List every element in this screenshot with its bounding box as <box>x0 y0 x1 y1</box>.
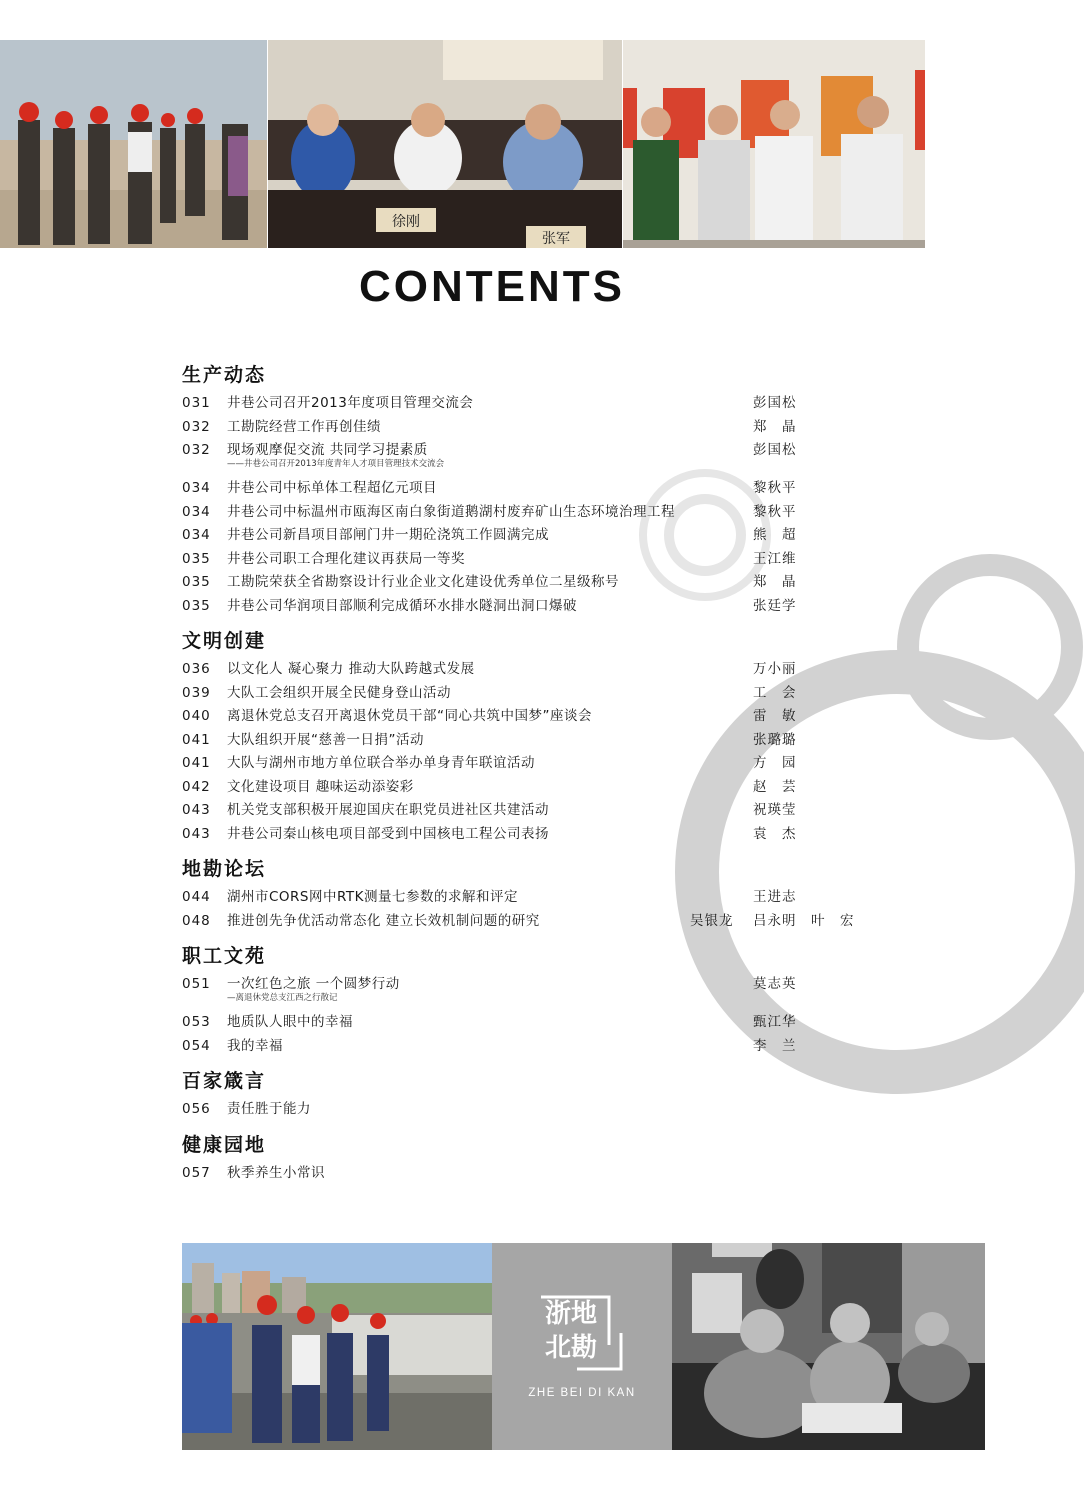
article-title: 井巷公司召开2013年度项目管理交流会 <box>227 395 474 411</box>
page-number: 039 <box>182 684 211 701</box>
article-author: 张廷学 <box>753 597 797 614</box>
article-author: 王江维 <box>753 550 797 567</box>
toc-entry[interactable] <box>182 799 902 823</box>
article-title: 井巷公司华润项目部顺利完成循环水排水隧洞出洞口爆破 <box>227 597 577 614</box>
zhebei-dikan-logo <box>537 1293 623 1373</box>
logo-panel <box>492 1243 672 1450</box>
section-title: 百家箴言 <box>182 1070 267 1092</box>
logo-line2: 北勘 <box>545 1333 598 1363</box>
article-author: 彭国松 <box>753 442 797 458</box>
article-title: 秋季养生小常识 <box>227 1164 325 1181</box>
toc-section <box>182 624 902 846</box>
toc-section <box>182 852 902 933</box>
page-number: 057 <box>182 1164 211 1181</box>
article-author: 黎秋平 <box>753 480 797 496</box>
toc-entry[interactable] <box>182 501 902 525</box>
page-number: 044 <box>182 889 211 905</box>
toc-entry[interactable] <box>182 477 902 501</box>
toc-section <box>182 358 902 618</box>
toc-entry[interactable] <box>182 595 902 619</box>
article-author: 莫志英 <box>753 976 797 992</box>
toc-entry[interactable] <box>182 705 902 729</box>
article-author: 熊 超 <box>753 527 797 543</box>
article-title: 井巷公司新昌项目部闸门井一期砼浇筑工作圆满完成 <box>227 527 549 543</box>
article-author: 吕永明 叶 宏 <box>753 912 855 929</box>
article-subtitle: ——井巷公司召开2013年度青年人才项目管理技术交流会 <box>227 459 445 469</box>
article-title: 井巷公司秦山核电项目部受到中国核电工程公司表扬 <box>227 825 549 842</box>
logo-line1: 浙地 <box>545 1299 598 1329</box>
site-visit-photo <box>0 40 267 248</box>
toc-entry[interactable] <box>182 416 902 440</box>
article-title: 文化建设项目 趣味运动添姿彩 <box>227 778 414 795</box>
meeting-photo <box>268 40 622 248</box>
contents-title: CONTENTS <box>359 262 625 311</box>
article-author: 甄江华 <box>753 1014 797 1030</box>
page-number: 032 <box>182 418 211 435</box>
section-title: 地勘论坛 <box>182 858 267 880</box>
page-number: 032 <box>182 442 211 458</box>
page-number: 034 <box>182 527 211 543</box>
page-number: 054 <box>182 1037 211 1054</box>
page-number: 042 <box>182 778 211 795</box>
toc-section <box>182 939 902 1058</box>
article-title: 井巷公司职工合理化建议再获局一等奖 <box>227 550 465 567</box>
article-author: 袁 杰 <box>753 825 797 842</box>
article-author: 工 会 <box>753 684 797 701</box>
page-number: 035 <box>182 597 211 614</box>
logo-subtitle: ZHE BEI DI KAN <box>528 1387 636 1399</box>
nameplate-text: 张军 <box>542 231 570 247</box>
article-author: 雷 敏 <box>753 708 797 724</box>
article-title: 机关党支部积极开展迎国庆在职党员进社区共建活动 <box>227 802 549 818</box>
page-number: 035 <box>182 574 211 590</box>
toc-entry[interactable] <box>182 524 902 548</box>
page-number: 034 <box>182 503 211 520</box>
article-author: 万小丽 <box>753 661 797 677</box>
page-number: 041 <box>182 755 211 771</box>
toc-entry[interactable] <box>182 1098 902 1122</box>
toc-entry[interactable] <box>182 548 902 572</box>
toc-entry[interactable] <box>182 682 902 706</box>
article-title: 地质队人眼中的幸福 <box>227 1014 353 1030</box>
page-number: 035 <box>182 550 211 567</box>
toc-entry[interactable] <box>182 658 902 682</box>
toc-entry[interactable] <box>182 886 902 910</box>
construction-site-photo <box>182 1243 492 1450</box>
page-number: 031 <box>182 395 211 411</box>
article-title: 工勘院经营工作再创佳绩 <box>227 418 381 435</box>
toc-entry[interactable] <box>182 571 902 595</box>
medium-ring-decoration <box>908 565 1072 729</box>
article-title: 湖州市CORS网中RTK测量七参数的求解和评定 <box>227 889 518 905</box>
conference-photo <box>672 1243 985 1450</box>
article-title: 大队工会组织开展全民健身登山活动 <box>227 684 451 701</box>
article-title: 大队与湖州市地方单位联合举办单身青年联谊活动 <box>227 755 535 771</box>
article-title: 责任胜于能力 <box>227 1101 311 1117</box>
page-number: 051 <box>182 976 211 992</box>
article-title: 井巷公司中标单体工程超亿元项目 <box>227 480 437 496</box>
article-author: 方 园 <box>753 755 797 771</box>
article-author: 张璐璐 <box>753 731 797 748</box>
toc-entry[interactable] <box>182 752 902 776</box>
article-author: 郑 晶 <box>753 574 797 590</box>
article-author: 黎秋平 <box>753 503 797 520</box>
toc-section <box>182 1064 902 1122</box>
page-number: 043 <box>182 802 211 818</box>
article-author: 彭国松 <box>753 395 797 411</box>
toc-entry[interactable] <box>182 823 902 847</box>
page-number: 036 <box>182 661 211 677</box>
article-author: 王进志 <box>753 889 797 905</box>
article-title: 以文化人 凝心聚力 推动大队跨越式发展 <box>227 661 475 677</box>
section-title: 职工文苑 <box>182 945 267 967</box>
toc-entry[interactable] <box>182 1011 902 1035</box>
toc-entry[interactable] <box>182 1035 902 1059</box>
toc-entry[interactable] <box>182 392 902 416</box>
toc-entry[interactable] <box>182 1162 902 1186</box>
section-title: 生产动态 <box>182 364 267 386</box>
page-number: 040 <box>182 708 211 724</box>
office-visit-photo <box>623 40 925 248</box>
toc-entry[interactable] <box>182 776 902 800</box>
toc-entry[interactable] <box>182 729 902 753</box>
article-title: 我的幸福 <box>227 1037 283 1054</box>
section-title: 健康园地 <box>182 1133 267 1156</box>
article-title: 大队组织开展“慈善一日捐”活动 <box>227 731 424 748</box>
page-number: 034 <box>182 480 211 496</box>
page-number: 043 <box>182 825 211 842</box>
toc-entry[interactable] <box>182 973 902 1011</box>
page-number: 056 <box>182 1101 211 1117</box>
article-author: 李 兰 <box>753 1037 797 1054</box>
toc-entry[interactable] <box>182 910 902 934</box>
article-subtitle: —离退休党总支江西之行散记 <box>227 993 338 1003</box>
article-title: 井巷公司中标温州市瓯海区南白象街道鹅湖村废弃矿山生态环境治理工程 <box>227 503 675 520</box>
table-of-contents <box>182 358 902 1191</box>
article-title: 一次红色之旅 一个圆梦行动 <box>227 976 400 992</box>
article-title: 推进创先争优活动常态化 建立长效机制问题的研究 <box>227 912 540 929</box>
article-author: 祝瑛莹 <box>753 802 797 818</box>
article-author: 郑 晶 <box>753 418 797 435</box>
nameplate-text: 徐刚 <box>392 214 420 230</box>
page-number: 041 <box>182 731 211 748</box>
page-number: 053 <box>182 1014 211 1030</box>
article-title: 离退休党总支召开离退休党员干部“同心共筑中国梦”座谈会 <box>227 708 592 724</box>
toc-section <box>182 1128 902 1186</box>
article-author: 吴银龙 <box>690 912 734 929</box>
toc-entry[interactable] <box>182 439 902 477</box>
article-title: 现场观摩促交流 共同学习提素质 <box>227 442 428 458</box>
article-title: 工勘院荣获全省勘察设计行业企业文化建设优秀单位二星级称号 <box>227 574 619 590</box>
article-author: 赵 芸 <box>753 778 797 795</box>
page-number: 048 <box>182 912 211 929</box>
section-title: 文明创建 <box>182 630 267 652</box>
